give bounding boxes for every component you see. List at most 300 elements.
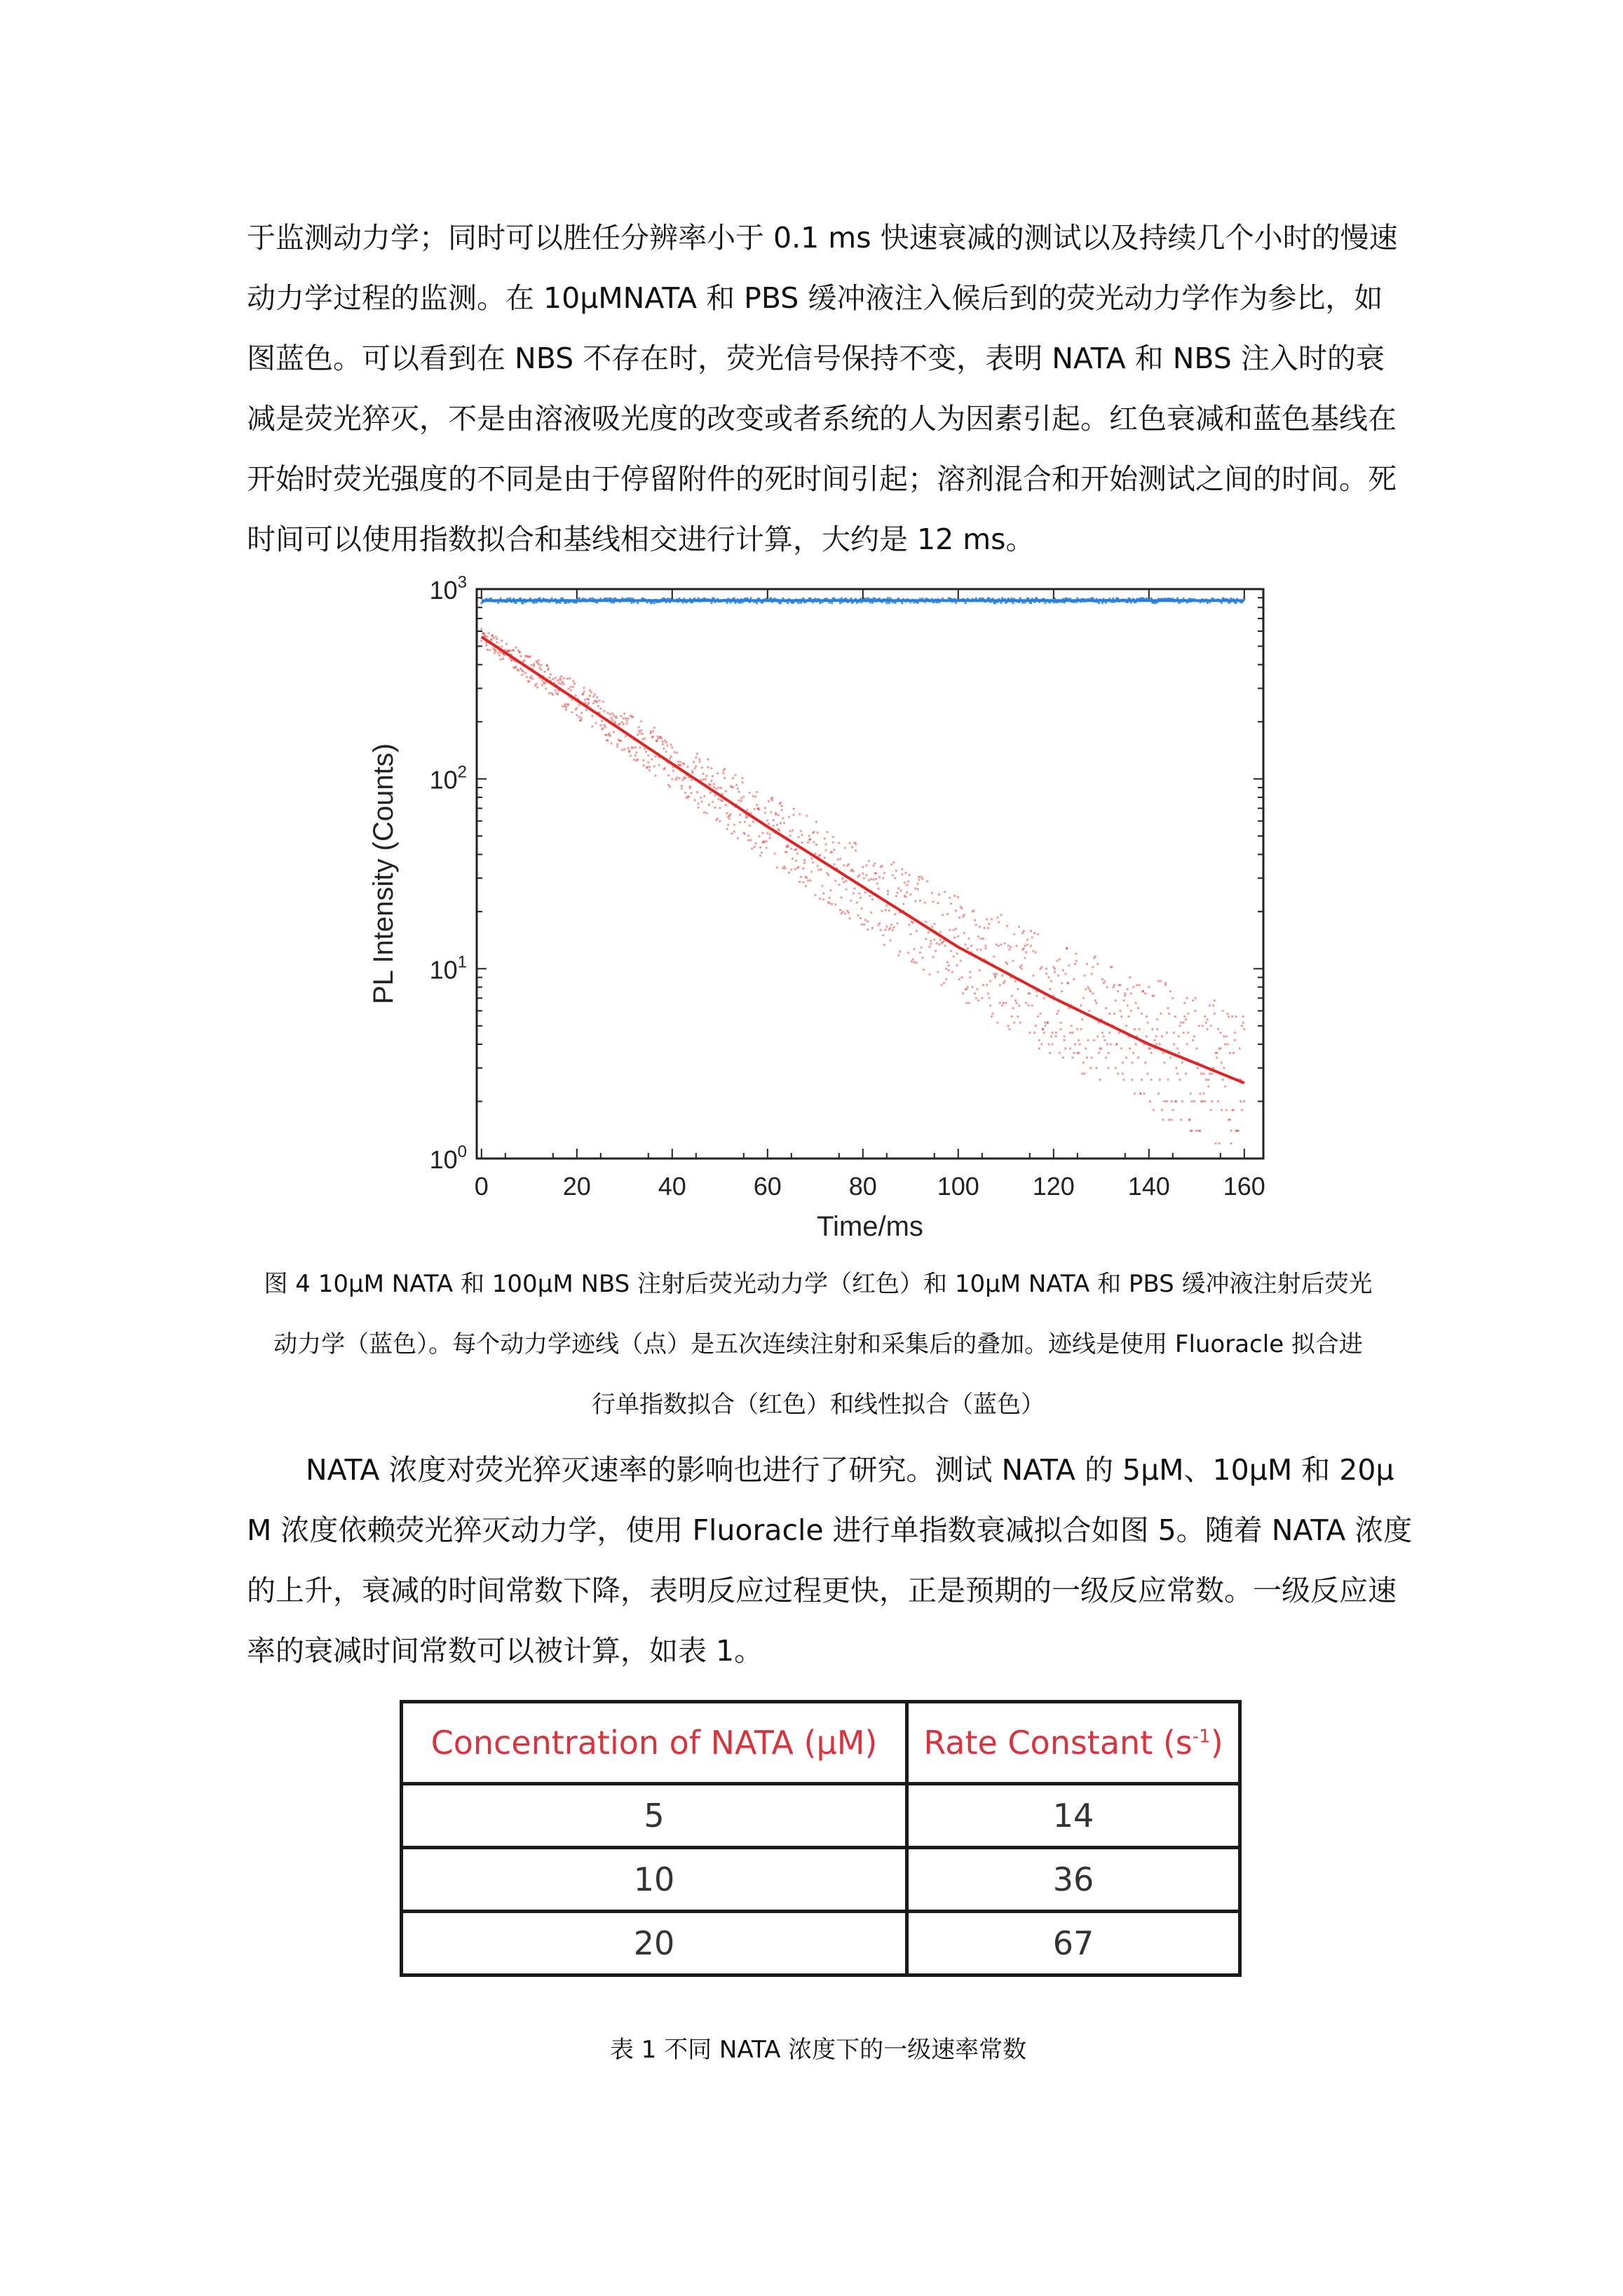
trace-point [844, 912, 846, 914]
trace-point [619, 722, 621, 724]
trace-point [921, 876, 923, 878]
trace-point [1183, 1002, 1186, 1004]
trace-point [801, 834, 803, 836]
trace-point [1012, 1007, 1014, 1009]
trace-point [1127, 1004, 1129, 1006]
trace-point [806, 815, 808, 817]
trace-point [662, 741, 664, 743]
trace-point [592, 702, 595, 704]
trace-point [1115, 1044, 1118, 1046]
trace-point [1037, 1015, 1039, 1018]
trace-point [621, 721, 623, 723]
trace-point [862, 872, 864, 874]
trace-point [1045, 968, 1047, 970]
trace-point [657, 738, 659, 740]
trace-point [914, 887, 916, 889]
trace-point [1212, 1004, 1214, 1006]
trace-point [688, 796, 690, 798]
trace-point [883, 872, 885, 874]
trace-point [524, 659, 526, 661]
trace-point [588, 698, 590, 701]
trace-point [1153, 1109, 1155, 1111]
table-row [402, 1912, 1240, 1976]
trace-point [846, 889, 848, 891]
trace-point [567, 703, 569, 705]
decay-chart [337, 567, 1290, 1247]
trace-point [726, 812, 728, 814]
trace-point [1195, 997, 1197, 999]
trace-point [1000, 943, 1003, 945]
trace-point [1230, 1142, 1232, 1144]
trace-point [1099, 1079, 1101, 1081]
trace-point [1044, 602, 1046, 604]
trace-point [1167, 1007, 1169, 1009]
trace-point [557, 693, 559, 695]
trace-point [1048, 1044, 1050, 1046]
trace-point [1108, 1013, 1111, 1015]
trace-point [644, 748, 646, 750]
trace-point [937, 971, 939, 973]
trace-point [640, 729, 642, 731]
trace-point [548, 677, 550, 679]
trace-point [1005, 1002, 1007, 1004]
trace-point [505, 643, 508, 645]
trace-point [696, 791, 698, 793]
trace-point [596, 696, 598, 698]
trace-point [657, 736, 659, 738]
trace-point [1062, 1057, 1064, 1059]
trace-point [778, 830, 780, 832]
trace-point [930, 940, 932, 942]
caption-line: 动力学（蓝色）。每个动力学迹线（点）是五次连续注射和采集后的叠加。迹线是使用 Fluoracle 拟合进 [273, 1330, 1363, 1358]
trace-point [578, 716, 580, 718]
trace-point [1054, 971, 1056, 973]
paragraph-line: 动力学过程的监测。在 10μMNATA 和 PBS 缓冲液注入候后到的荧光动力学作为参比，如 [247, 281, 1383, 315]
trace-point [1043, 997, 1045, 999]
trace-point [509, 650, 511, 652]
trace-point [713, 783, 715, 785]
trace-point [754, 842, 756, 844]
trace-point [653, 765, 656, 767]
trace-point [1091, 973, 1093, 975]
trace-point [572, 686, 574, 688]
trace-point [798, 866, 800, 868]
trace-point [575, 695, 577, 697]
trace-point [665, 741, 667, 743]
trace-point [1199, 1130, 1201, 1132]
trace-point [637, 734, 639, 736]
trace-point [623, 723, 625, 725]
trace-point [509, 597, 511, 600]
trace-point [1117, 1072, 1119, 1074]
trace-point [747, 839, 749, 842]
trace-point [611, 713, 613, 715]
trace-point [710, 602, 712, 604]
trace-point [926, 880, 928, 882]
trace-point [1231, 1015, 1233, 1018]
trace-point [817, 865, 819, 867]
trace-point [825, 844, 827, 846]
trace-point [1100, 1048, 1102, 1050]
trace-point [1050, 1035, 1052, 1037]
trace-point [1139, 1093, 1141, 1095]
trace-point [1129, 976, 1131, 978]
trace-point [909, 924, 911, 926]
trace-point [662, 743, 664, 745]
trace-point [917, 883, 919, 885]
trace-point [1146, 1035, 1148, 1037]
y-tick-label: $10^3$ [429, 573, 467, 605]
trace-point [630, 597, 632, 600]
trace-point [789, 830, 792, 832]
trace-point [1186, 997, 1188, 999]
trace-point [684, 792, 686, 794]
trace-point [1007, 945, 1010, 947]
trace-point [747, 835, 749, 837]
trace-point [1166, 1032, 1168, 1034]
trace-point [975, 924, 977, 926]
trace-point [999, 984, 1001, 986]
trace-point [843, 881, 845, 883]
trace-point [1222, 1079, 1224, 1081]
trace-point [1101, 978, 1103, 980]
trace-point [726, 828, 728, 830]
trace-point [567, 687, 569, 689]
trace-point [502, 658, 504, 660]
trace-point [1016, 1002, 1018, 1004]
trace-point [984, 927, 986, 929]
trace-point [853, 887, 855, 889]
trace-point [1028, 1004, 1030, 1006]
trace-point [1073, 978, 1075, 980]
trace-point [773, 825, 775, 827]
trace-point [945, 968, 947, 970]
trace-point [819, 602, 821, 604]
trace-point [578, 704, 580, 706]
trace-point [1007, 1025, 1010, 1027]
trace-point [991, 1015, 993, 1018]
trace-point [829, 896, 831, 898]
trace-point [1084, 1072, 1086, 1074]
trace-point [1175, 1067, 1177, 1069]
trace-point [1085, 988, 1087, 990]
trace-point [1173, 1032, 1175, 1034]
trace-point [1171, 1119, 1173, 1121]
trace-point [987, 927, 989, 929]
trace-point [870, 912, 872, 914]
trace-point [899, 950, 901, 952]
trace-point [944, 945, 946, 947]
trace-point [709, 792, 712, 794]
trace-point [1221, 1062, 1223, 1064]
trace-point [695, 757, 697, 759]
trace-point [1214, 1013, 1216, 1015]
trace-point [1132, 1062, 1134, 1064]
trace-point [526, 676, 528, 678]
trace-point [980, 949, 982, 951]
trace-point [1134, 1028, 1136, 1030]
trace-point [921, 878, 923, 880]
trace-point [873, 879, 875, 881]
trace-point [749, 825, 751, 827]
trace-point [766, 846, 768, 849]
trace-point [710, 767, 712, 769]
trace-point [488, 632, 490, 634]
trace-point [740, 797, 742, 799]
trace-point [1076, 1028, 1078, 1030]
trace-point [889, 939, 891, 941]
trace-point [1032, 950, 1034, 952]
trace-point [771, 799, 773, 802]
trace-point [803, 862, 806, 864]
trace-point [875, 878, 877, 880]
trace-point [1122, 1072, 1124, 1074]
trace-point [867, 928, 869, 931]
trace-point [640, 720, 642, 722]
trace-point [738, 791, 740, 793]
trace-point [1035, 1025, 1037, 1027]
trace-point [1038, 1048, 1040, 1050]
trace-point [938, 893, 940, 896]
trace-point [630, 755, 632, 757]
trace-point [1014, 999, 1017, 1001]
trace-point [1209, 1072, 1211, 1074]
trace-point [683, 763, 685, 765]
trace-point [698, 802, 700, 804]
trace-point [763, 841, 765, 843]
trace-point [713, 597, 715, 600]
trace-point [829, 889, 831, 891]
trace-point [909, 874, 911, 876]
trace-point [810, 838, 812, 840]
trace-point [972, 986, 974, 988]
trace-point [543, 670, 545, 673]
trace-point [935, 950, 937, 952]
trace-point [1159, 1044, 1161, 1046]
trace-point [989, 1004, 991, 1006]
trace-point [1037, 933, 1039, 936]
trace-point [890, 924, 892, 926]
trace-point [953, 929, 955, 931]
trace-point [1120, 984, 1122, 986]
trace-point [1011, 1015, 1013, 1018]
trace-point [929, 973, 931, 975]
trace-point [792, 858, 794, 860]
trace-point [637, 602, 639, 604]
trace-point [520, 655, 522, 657]
x-tick-label: 40 [658, 1172, 686, 1201]
trace-point [671, 746, 673, 748]
trace-point [498, 654, 501, 656]
trace-point [1207, 1028, 1209, 1030]
trace-point [834, 903, 836, 905]
trace-point [901, 602, 903, 604]
trace-point [962, 992, 964, 994]
trace-point [803, 859, 806, 861]
trace-point [573, 682, 576, 684]
figure-4 [337, 567, 1290, 1247]
trace-point [1003, 1002, 1005, 1004]
trace-point [1174, 1015, 1176, 1018]
trace-point [931, 892, 933, 894]
trace-point [1122, 1062, 1124, 1064]
trace-point [1055, 1035, 1057, 1037]
trace-point [958, 978, 960, 980]
trace-point [571, 711, 573, 713]
trace-point [855, 843, 857, 845]
trace-point [695, 765, 697, 767]
trace-point [901, 868, 903, 870]
trace-point [734, 774, 736, 776]
trace-point [912, 958, 914, 960]
trace-point [905, 896, 907, 898]
trace-point [825, 849, 827, 851]
trace-point [1064, 1035, 1066, 1037]
trace-point [752, 821, 754, 823]
trace-point [871, 927, 874, 929]
trace-point [984, 947, 986, 950]
trace-point [948, 969, 950, 971]
trace-point [555, 689, 557, 691]
trace-point [820, 868, 822, 870]
trace-point [950, 903, 952, 905]
trace-point [998, 945, 1000, 947]
trace-point [626, 720, 628, 722]
trace-point [733, 597, 735, 600]
trace-point [897, 892, 899, 894]
trace-point [1081, 1072, 1083, 1074]
trace-point [1175, 1100, 1177, 1102]
trace-point [1228, 1015, 1230, 1018]
trace-point [1132, 1079, 1134, 1081]
trace-point [1192, 999, 1194, 1001]
trace-point [580, 712, 583, 714]
trace-point [841, 911, 843, 913]
trace-point [1001, 597, 1003, 599]
trace-point [710, 780, 712, 782]
trace-point [611, 743, 613, 745]
trace-point [1183, 1032, 1185, 1034]
trace-point [1202, 1025, 1204, 1027]
trace-point [719, 820, 721, 822]
trace-point [588, 702, 590, 704]
caption-line: 图 4 10μM NATA 和 100μM NBS 注射后荧光动力学（红色）和 10μM NATA 和 PBS 缓冲液注射后荧光 [264, 1270, 1373, 1298]
trace-point [522, 670, 524, 673]
trace-point [752, 795, 754, 797]
trace-point [904, 882, 906, 884]
trace-point [650, 731, 652, 733]
trace-point [892, 929, 894, 931]
trace-point [733, 824, 735, 826]
trace-point [799, 813, 801, 816]
trace-point [989, 597, 991, 600]
trace-point [1108, 1067, 1110, 1069]
trace-point [1040, 1044, 1043, 1046]
trace-point [838, 842, 840, 844]
trace-point [1080, 1028, 1082, 1030]
trace-point [862, 866, 864, 868]
trace-point [769, 837, 771, 839]
trace-point [1179, 1025, 1181, 1027]
trace-point [919, 952, 921, 954]
trace-point [1224, 1044, 1226, 1046]
trace-point [1052, 1044, 1054, 1046]
trace-point [742, 777, 744, 779]
trace-point [658, 764, 660, 767]
trace-point [1112, 986, 1114, 988]
trace-point [656, 740, 658, 742]
trace-point [1221, 1109, 1223, 1111]
trace-point [1084, 975, 1086, 977]
trace-point [603, 710, 605, 712]
trace-point [1219, 1032, 1221, 1034]
trace-point [671, 778, 673, 781]
trace-point [1078, 1052, 1080, 1054]
trace-point [769, 834, 771, 836]
trace-point [652, 730, 654, 732]
trace-point [822, 885, 824, 887]
trace-point [865, 874, 867, 876]
trace-point [787, 844, 789, 846]
trace-point [552, 694, 554, 696]
trace-point [487, 636, 489, 638]
trace-point [1069, 1032, 1071, 1034]
trace-point [589, 689, 591, 691]
trace-point [1168, 1013, 1170, 1015]
trace-point [1018, 926, 1020, 928]
trace-point [569, 677, 571, 680]
trace-point [531, 678, 534, 680]
trace-point [756, 602, 758, 604]
trace-point [790, 869, 792, 871]
trace-point [864, 919, 867, 921]
trace-point [942, 914, 944, 916]
trace-point [651, 602, 653, 604]
trace-point [761, 851, 763, 853]
trace-point [497, 602, 499, 604]
trace-point [913, 961, 915, 964]
trace-point [566, 677, 569, 680]
trace-point [483, 633, 485, 635]
trace-point [733, 830, 735, 832]
trace-point [1199, 1093, 1201, 1095]
paragraph-line: 时间可以使用指数拟合和基线相交进行计算，大约是 12 ms。 [247, 522, 1035, 556]
trace-point [892, 874, 894, 876]
trace-point [933, 923, 935, 925]
trace-point [1001, 975, 1003, 977]
trace-point [708, 804, 710, 806]
trace-point [1118, 1032, 1120, 1034]
trace-point [788, 872, 790, 874]
trace-point [815, 844, 817, 846]
trace-point [1081, 1018, 1083, 1020]
trace-point [1066, 947, 1068, 950]
trace-point [831, 851, 833, 853]
trace-point [625, 735, 627, 737]
trace-point [1144, 992, 1146, 994]
trace-point [979, 926, 981, 928]
trace-point [563, 683, 565, 685]
table-row [402, 1848, 1240, 1912]
trace-point [1185, 1072, 1187, 1074]
trace-point [576, 707, 578, 709]
trace-point [614, 721, 616, 723]
trace-point [672, 769, 674, 771]
trace-point [698, 761, 700, 763]
trace-point [550, 673, 552, 675]
trace-point [1191, 1130, 1193, 1132]
trace-point [943, 982, 945, 984]
